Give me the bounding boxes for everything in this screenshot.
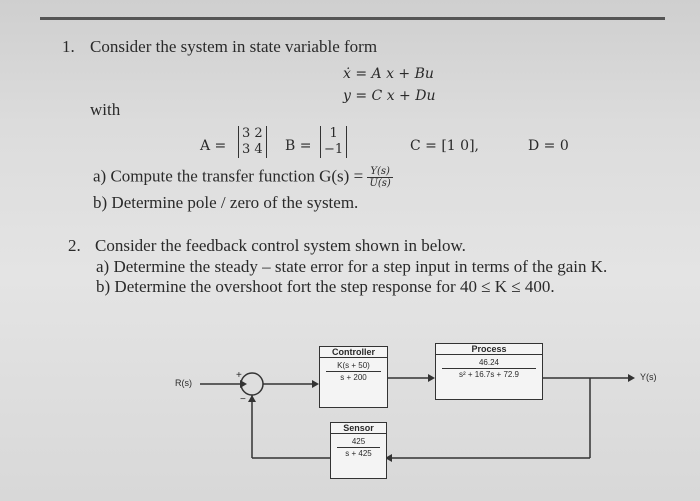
controller-numerator: K(s + 50): [326, 360, 381, 372]
problem1-part-b: b) Determine pole / zero of the system.: [93, 193, 359, 212]
feedback-arrowhead: [248, 395, 256, 402]
controller-transfer: [320, 360, 387, 383]
output-equation: y = C x + Du: [343, 88, 436, 104]
problem2-part-a: a) Determine the steady – state error for a step input in terms of the gain K.: [96, 257, 608, 276]
with-label: with: [90, 100, 121, 119]
sensor-denominator: s + 425: [345, 449, 372, 458]
matrix-a-row1: 3 2: [242, 126, 263, 141]
problem1-title: Consider the system in state variable form: [90, 37, 378, 56]
transfer-numerator: Y(s): [367, 166, 392, 178]
part-a-text: a) Compute the transfer function G(s) =: [93, 166, 364, 186]
sensor-block: [330, 422, 387, 479]
output-arrowhead: [628, 374, 635, 382]
problem2-part-b: b) Determine the overshoot fort the step response for 40 ≤ K ≤ 400.: [96, 277, 555, 296]
matrix-c: C = [1 0],: [410, 138, 479, 154]
problem2-number: 2.: [68, 236, 81, 255]
state-equation: ẋ = A x + Bu: [343, 66, 434, 82]
process-transfer: [436, 357, 542, 380]
input-arrowhead: [240, 380, 247, 388]
matrix-a-label: A =: [200, 138, 227, 154]
output-signal-label: Y(s): [640, 372, 657, 382]
process-denominator: s² + 16.7s + 72.9: [458, 370, 520, 379]
controller-arrowhead: [312, 380, 319, 388]
process-arrowhead: [428, 374, 435, 382]
matrix-d: D = 0: [528, 138, 569, 154]
process-numerator: 46.24: [442, 357, 536, 369]
process-title: Process: [436, 344, 542, 355]
plus-sign: +: [236, 370, 242, 381]
sensor-numerator: 425: [337, 436, 380, 448]
controller-title: Controller: [320, 347, 387, 358]
process-block: [435, 343, 543, 400]
matrix-b-row1: 1: [329, 126, 338, 141]
transfer-denominator: U(s): [369, 178, 391, 189]
matrix-b-row2: −1: [324, 142, 344, 157]
controller-denominator: s + 200: [340, 373, 367, 382]
problem2-title: Consider the feedback control system shown in below.: [95, 236, 466, 255]
sensor-title: Sensor: [331, 423, 386, 434]
controller-block: [319, 346, 388, 408]
problem1-number: 1.: [62, 37, 75, 56]
minus-sign: −: [240, 394, 246, 405]
input-signal-label: R(s): [175, 378, 192, 388]
matrix-a-row2: 3 4: [242, 142, 263, 157]
sensor-transfer: [331, 436, 386, 459]
matrix-b-label: B =: [285, 138, 312, 154]
